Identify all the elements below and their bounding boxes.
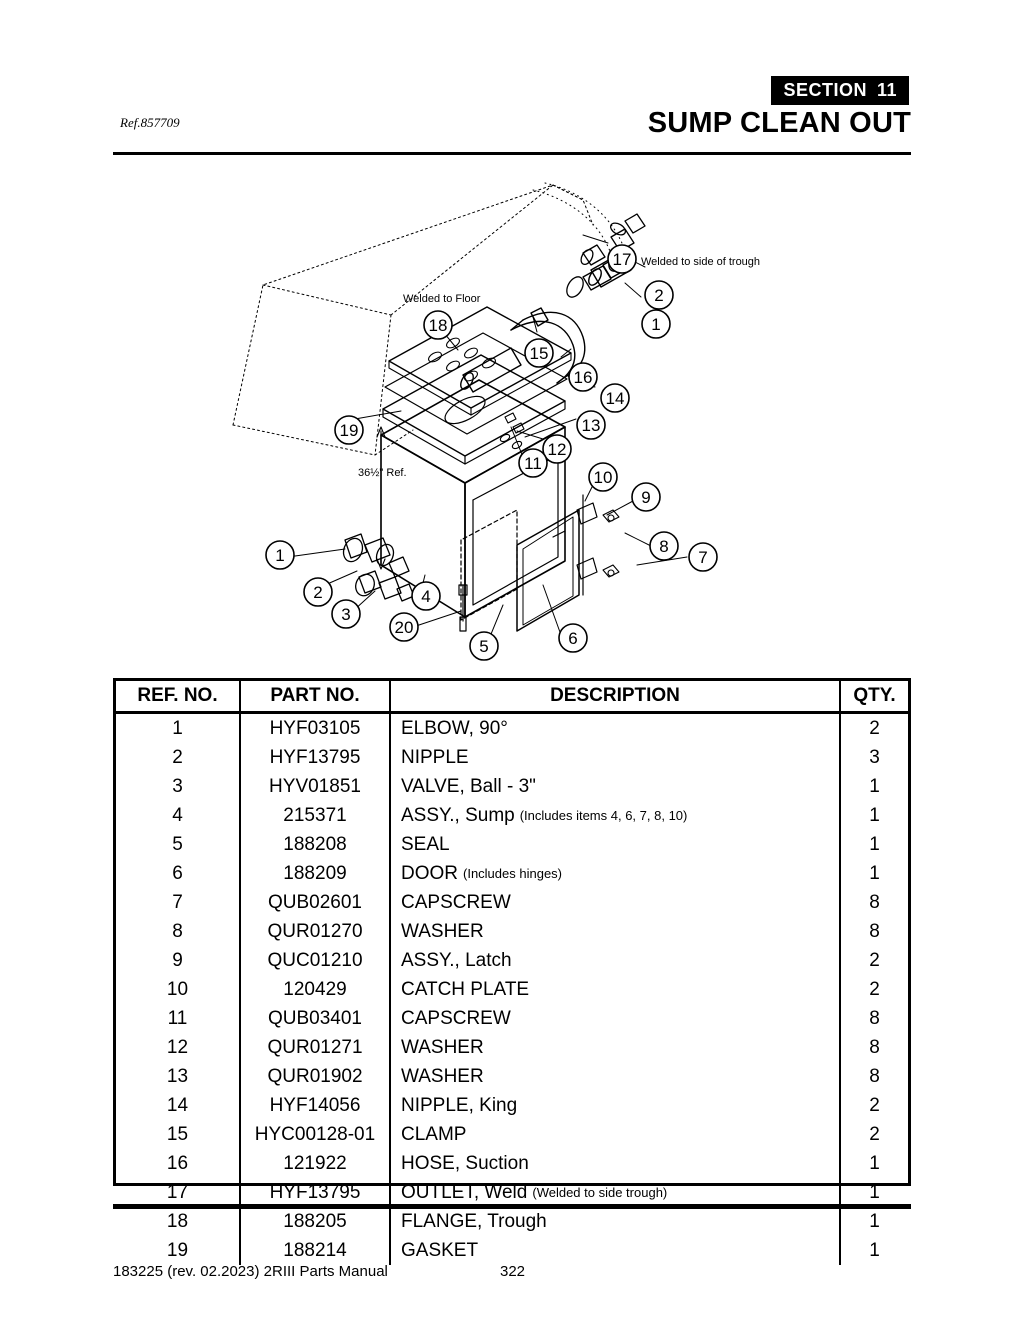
cell-ref-no: 5 <box>116 830 241 859</box>
cell-part-no: 120429 <box>241 975 391 1004</box>
description-note: (Includes items 4, 6, 7, 8, 10) <box>519 808 688 823</box>
cell-description <box>391 830 841 859</box>
callout-7: 7 <box>698 548 708 567</box>
footer-manual-info: 183225 (rev. 02.2023) 2RIII Parts Manual <box>113 1263 388 1280</box>
cell-description <box>391 772 841 801</box>
cell-qty: 8 <box>869 1036 880 1058</box>
cell-part-no: QUB02601 <box>241 888 391 917</box>
table-row <box>116 1149 908 1178</box>
table-row <box>116 888 908 917</box>
table-row <box>116 1207 908 1236</box>
description-text: CATCH PLATE <box>401 978 530 1000</box>
footer-divider <box>113 1204 911 1209</box>
description-text: ASSY., Sump <box>401 804 515 826</box>
cell-part-no: 188205 <box>241 1207 391 1236</box>
description-text: WASHER <box>401 920 484 942</box>
cell-ref-no: 3 <box>116 772 241 801</box>
table-body <box>116 714 908 1265</box>
cell-description <box>391 714 841 743</box>
table-row <box>116 801 908 830</box>
description-text: ELBOW, 90° <box>401 717 508 739</box>
cell-part-no: HYC00128-01 <box>241 1120 391 1149</box>
cell-part-no: QUR01270 <box>241 917 391 946</box>
callout-3: 3 <box>341 605 351 624</box>
callout-6: 6 <box>568 629 578 648</box>
cell-qty: 1 <box>869 1181 880 1203</box>
callout-19: 19 <box>339 421 359 440</box>
table-row <box>116 1033 908 1062</box>
cell-qty: 2 <box>869 949 880 971</box>
description-text: SEAL <box>401 833 450 855</box>
callout-18: 18 <box>428 316 448 335</box>
cell-ref-no: 11 <box>116 1004 241 1033</box>
description-text: NIPPLE, King <box>401 1094 518 1116</box>
cell-ref-no: 1 <box>116 714 241 743</box>
cell-qty: 1 <box>869 804 880 826</box>
cell-qty: 2 <box>869 717 880 739</box>
note-welded-to-floor: Welded to Floor <box>403 293 481 305</box>
cell-part-no: QUR01902 <box>241 1062 391 1091</box>
table-row <box>116 975 908 1004</box>
description-text: FLANGE, Trough <box>401 1210 547 1232</box>
cell-description <box>391 888 841 917</box>
table-row <box>116 1236 908 1265</box>
description-text: CLAMP <box>401 1123 467 1145</box>
callout-20: 20 <box>394 618 414 637</box>
diagram-svg <box>113 165 913 665</box>
cell-ref-no: 4 <box>116 801 241 830</box>
cell-qty: 1 <box>869 1152 880 1174</box>
cell-ref-no: 7 <box>116 888 241 917</box>
exploded-view-diagram <box>113 165 913 665</box>
cell-qty: 1 <box>869 1239 880 1261</box>
cell-qty: 8 <box>869 1007 880 1029</box>
callout-13: 13 <box>581 416 601 435</box>
cell-qty: 8 <box>869 1065 880 1087</box>
cell-part-no: 188208 <box>241 830 391 859</box>
callout-11: 11 <box>524 454 542 473</box>
cell-part-no: 215371 <box>241 801 391 830</box>
cell-description <box>391 1004 841 1033</box>
table-row <box>116 1091 908 1120</box>
table-header-row <box>116 681 908 714</box>
cell-ref-no: 13 <box>116 1062 241 1091</box>
cell-description <box>391 1178 841 1207</box>
cell-part-no: HYF13795 <box>241 743 391 772</box>
callout-10: 10 <box>593 468 613 487</box>
callout-17: 17 <box>612 250 632 269</box>
column-header-part: PART NO. <box>241 681 391 711</box>
callout-1-left: 1 <box>275 546 285 565</box>
cell-ref-no: 12 <box>116 1033 241 1062</box>
callout-1-top: 1 <box>651 315 661 334</box>
description-text: VALVE, Ball - 3" <box>401 775 536 797</box>
table-row <box>116 830 908 859</box>
table-row <box>116 917 908 946</box>
description-note: (Includes hinges) <box>463 866 562 881</box>
cell-part-no: 188209 <box>241 859 391 888</box>
description-text: DOOR <box>401 862 458 884</box>
table-row <box>116 714 908 743</box>
cell-description <box>391 743 841 772</box>
table-row <box>116 859 908 888</box>
cell-description <box>391 917 841 946</box>
callout-12: 12 <box>547 440 567 459</box>
cell-description <box>391 946 841 975</box>
cell-description <box>391 1149 841 1178</box>
callout-14: 14 <box>605 389 625 408</box>
cell-qty: 2 <box>869 1123 880 1145</box>
table-row <box>116 1120 908 1149</box>
cell-ref-no: 19 <box>116 1236 241 1265</box>
cell-description <box>391 1033 841 1062</box>
callout-8: 8 <box>659 537 669 556</box>
cell-part-no: HYF14056 <box>241 1091 391 1120</box>
cell-ref-no: 9 <box>116 946 241 975</box>
cell-qty: 1 <box>869 1210 880 1232</box>
table-row <box>116 1062 908 1091</box>
parts-table <box>113 678 911 1261</box>
cell-ref-no: 18 <box>116 1207 241 1236</box>
cell-qty: 8 <box>869 891 880 913</box>
description-text: WASHER <box>401 1065 484 1087</box>
description-text: CAPSCREW <box>401 891 511 913</box>
cell-ref-no: 15 <box>116 1120 241 1149</box>
cell-part-no: HYF03105 <box>241 714 391 743</box>
cell-description <box>391 1120 841 1149</box>
cell-description <box>391 801 841 830</box>
cell-qty: 1 <box>869 862 880 884</box>
callout-4: 4 <box>421 587 431 606</box>
description-text: NIPPLE <box>401 746 469 768</box>
note-welded-to-side: Welded to side of trough <box>641 256 761 268</box>
cell-part-no: HYV01851 <box>241 772 391 801</box>
cell-ref-no: 16 <box>116 1149 241 1178</box>
cell-ref-no: 8 <box>116 917 241 946</box>
cell-ref-no: 10 <box>116 975 241 1004</box>
cell-description <box>391 859 841 888</box>
column-header-ref: REF. NO. <box>116 681 241 711</box>
cell-qty: 1 <box>869 833 880 855</box>
header-divider <box>113 152 911 155</box>
description-text: ASSY., Latch <box>401 949 512 971</box>
table-row <box>116 772 908 801</box>
cell-ref-no: 2 <box>116 743 241 772</box>
column-header-description: DESCRIPTION <box>391 681 841 711</box>
cell-qty: 2 <box>869 978 880 1000</box>
table-row <box>116 1178 908 1207</box>
table-row <box>116 743 908 772</box>
cell-part-no: HYF13795 <box>241 1178 391 1207</box>
column-header-qty: QTY. <box>853 685 896 706</box>
description-text: CAPSCREW <box>401 1007 511 1029</box>
note-dimension-ref: 36½" Ref. <box>358 467 407 479</box>
cell-qty: 1 <box>869 775 880 797</box>
cell-part-no: QUB03401 <box>241 1004 391 1033</box>
callout-15: 15 <box>529 344 549 363</box>
table-row <box>116 1004 908 1033</box>
cell-ref-no: 17 <box>116 1178 241 1207</box>
cell-description <box>391 1091 841 1120</box>
cell-description <box>391 1207 841 1236</box>
section-label: SECTION <box>783 80 867 100</box>
callout-5: 5 <box>479 637 489 656</box>
cell-part-no: 188214 <box>241 1236 391 1265</box>
cell-qty: 2 <box>869 1094 880 1116</box>
table-row <box>116 946 908 975</box>
cell-part-no: 121922 <box>241 1149 391 1178</box>
cell-ref-no: 6 <box>116 859 241 888</box>
description-note: (Welded to side trough) <box>532 1185 668 1200</box>
cell-ref-no: 14 <box>116 1091 241 1120</box>
cell-description <box>391 1236 841 1265</box>
cell-qty: 8 <box>869 920 880 942</box>
cell-part-no: QUR01271 <box>241 1033 391 1062</box>
cell-qty: 3 <box>869 746 880 768</box>
description-text: GASKET <box>401 1239 479 1261</box>
callout-2-left: 2 <box>313 583 323 602</box>
callout-9: 9 <box>641 488 651 507</box>
description-text: WASHER <box>401 1036 484 1058</box>
callout-2-top: 2 <box>654 286 664 305</box>
description-text: OUTLET, Weld <box>401 1181 528 1203</box>
cell-description <box>391 975 841 1004</box>
cell-part-no: QUC01210 <box>241 946 391 975</box>
description-text: HOSE, Suction <box>401 1152 529 1174</box>
page-title: SUMP CLEAN OUT <box>647 107 911 139</box>
reference-code: Ref.857709 <box>120 115 180 130</box>
cell-description <box>391 1062 841 1091</box>
footer-page-number: 322 <box>500 1263 526 1280</box>
section-number: 11 <box>876 80 897 100</box>
section-badge <box>771 76 909 105</box>
callout-16: 16 <box>573 368 593 387</box>
